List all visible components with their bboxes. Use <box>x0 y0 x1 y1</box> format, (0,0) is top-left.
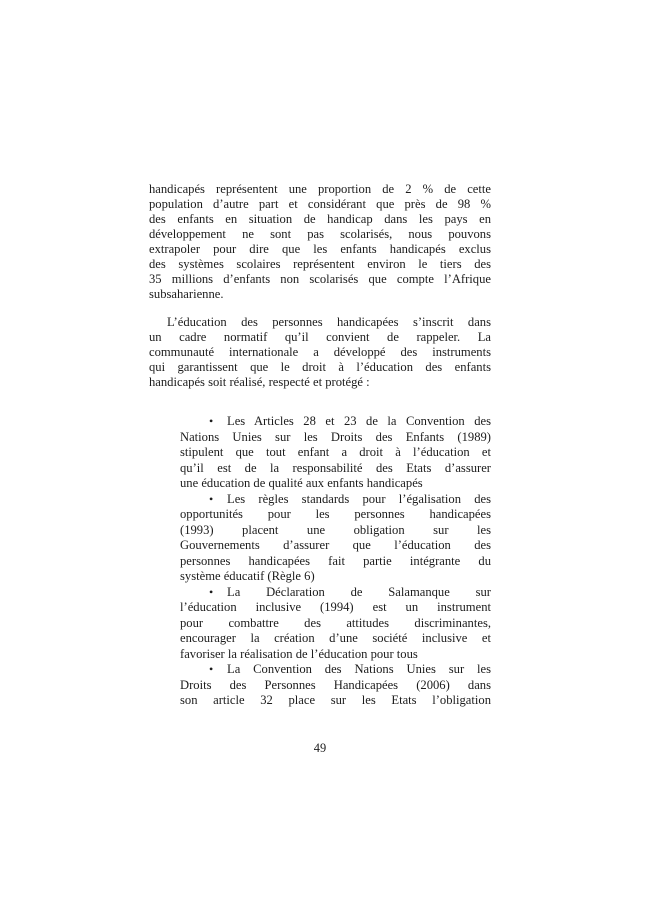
text-line: Gouvernements d’assurer que l’éducation des <box>180 538 491 552</box>
text-line: personnes handicapées fait partie intégrante du <box>180 553 491 568</box>
bullet-list-instruments <box>180 414 491 709</box>
text-line: population d’autre part et considérant que près de 98 % <box>149 197 491 211</box>
text-line: développement ne sont pas scolarisés, nous pouvons <box>149 227 491 241</box>
bullet-item-convention-personnes-handicapees <box>180 662 491 709</box>
bullet-first-line-text: La Déclaration de Salamanque sur <box>227 584 491 599</box>
text-line <box>180 414 491 430</box>
text-line: subsaharienne. <box>149 287 224 301</box>
text-line: un cadre normatif qu’il convient de rappeler. La <box>149 330 491 344</box>
bullet-item-regles-standards <box>180 492 491 585</box>
text-line: extrapoler pour dire que les enfants handicapés exclus <box>149 242 491 256</box>
text-line <box>180 585 491 601</box>
text-line: favoriser la réalisation de l’éducation pour tous <box>180 646 418 661</box>
text-line: (1993) placent une obligation sur les <box>180 522 491 537</box>
bullet-icon: • <box>209 491 214 506</box>
text-line: qu’il est de la responsabilité des Etats d’assurer <box>180 460 491 475</box>
text-line: l’éducation inclusive (1994) est un instrument <box>180 600 491 614</box>
text-line: Nations Unies sur les Droits des Enfants (1989) <box>180 429 491 444</box>
text-line: opportunités pour les personnes handicapées <box>180 507 491 521</box>
bullet-first-line-text: La Convention des Nations Unies sur les <box>227 662 491 676</box>
bullet-item-convention-droits-enfants <box>180 414 491 492</box>
text-line: handicapés représentent une proportion de 2 % de cette <box>149 182 491 196</box>
text-line: communauté internationale a développé des instruments <box>149 345 491 359</box>
bullet-first-line-text: Les règles standards pour l’égalisation des <box>227 491 491 506</box>
text-line: pour combattre des attitudes discriminantes, <box>180 615 491 630</box>
bullet-first-line-text: Les Articles 28 et 23 de la Convention des <box>227 414 491 428</box>
paragraph-cadre-normatif <box>149 315 491 390</box>
text-line: qui garantissent que le droit à l’éducation des enfants <box>149 360 491 374</box>
text-line: système éducatif (Règle 6) <box>180 569 315 583</box>
text-line: stipulent que tout enfant a droit à l’éducation et <box>180 445 491 459</box>
text-line: 35 millions d’enfants non scolarisés que compte l’Afrique <box>149 272 491 286</box>
text-line <box>180 492 491 508</box>
text-line: Droits des Personnes Handicapées (2006) dans <box>180 677 491 692</box>
text-line: une éducation de qualité aux enfants handicapés <box>180 476 423 490</box>
bullet-item-declaration-salamanque <box>180 585 491 663</box>
text-line: L’éducation des personnes handicapées s’inscrit dans <box>167 315 491 329</box>
text-line: handicapés soit réalisé, respecté et protégé : <box>149 375 370 389</box>
page-number: 49 <box>313 741 327 755</box>
text-line <box>180 662 491 678</box>
text-line: des enfants en situation de handicap dans les pays en <box>149 212 491 226</box>
text-line: des systèmes scolaires représentent environ le tiers des <box>149 257 491 271</box>
text-line: encourager la création d’une société inclusive et <box>180 631 491 645</box>
paragraph-population-stats <box>149 182 491 302</box>
bullet-icon: • <box>209 584 214 599</box>
text-line: son article 32 place sur les Etats l’obligation <box>180 693 491 707</box>
bullet-icon: • <box>209 662 214 676</box>
bullet-icon: • <box>209 414 214 428</box>
